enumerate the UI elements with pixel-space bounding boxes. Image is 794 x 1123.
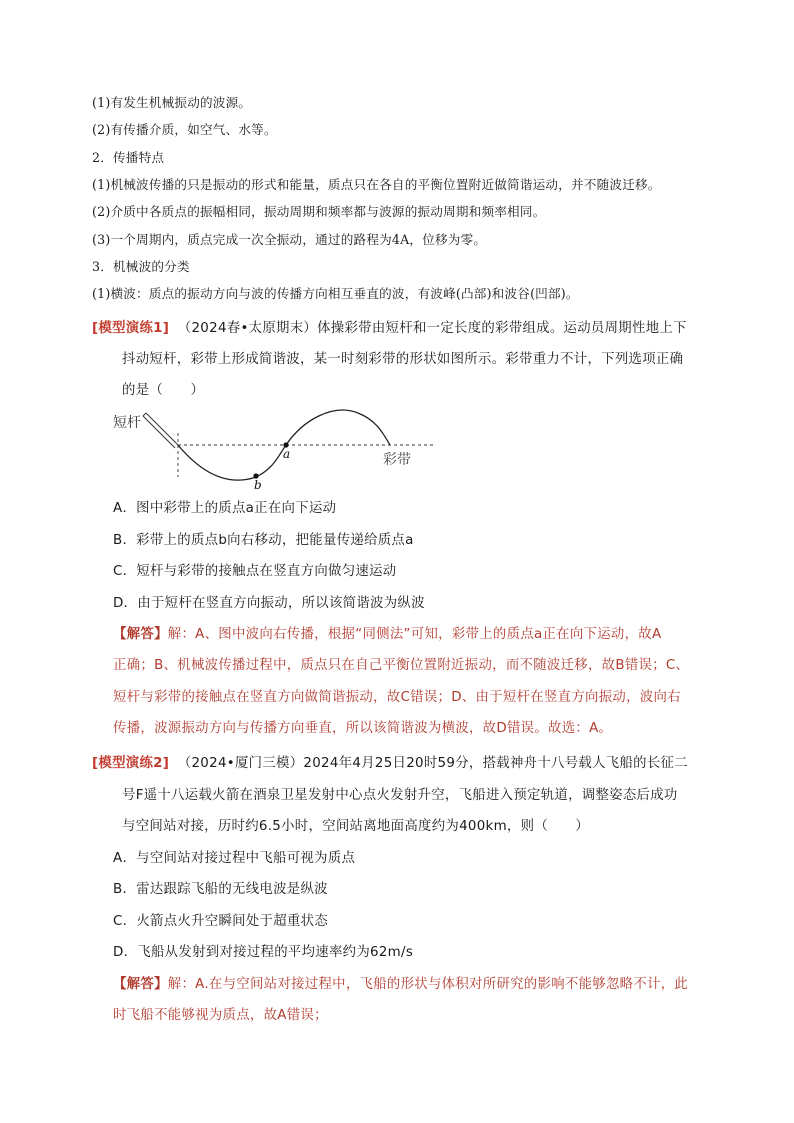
question-1-stem-text: （2024春•太原期末）体操彩带由短杆和一定长度的彩带组成。运动员周期性地上下 bbox=[177, 321, 687, 336]
question-1-answer-tag: 【解答】 bbox=[113, 627, 168, 642]
question-2-stem-text: （2024•厦门三模）2024年4月25日20时59分，搭载神舟十八号载人飞船的长征二 bbox=[177, 756, 688, 771]
question-2-option-c: C．火箭点火升空瞬间处于超重状态 bbox=[113, 914, 329, 929]
note-line: (1)有发生机械振动的波源。 bbox=[92, 95, 252, 110]
rod-label: 短杆 bbox=[113, 415, 141, 431]
question-1-answer-line: 传播，波源振动方向与传播方向垂直，所以该简谐波为横波，故D错误。故选：A。 bbox=[113, 721, 613, 736]
question-1-stem-line: 的是（ ） bbox=[122, 383, 205, 398]
note-line: (1)机械波传播的只是振动的形式和能量，质点只在各自的平衡位置附近做简谐运动，并不随波迁移。 bbox=[92, 177, 661, 192]
question-2-answer-text: 解：A.在与空间站对接过程中，飞船的形状与体积对所研究的影响不能够忽略不计，此 bbox=[167, 977, 689, 992]
question-1-answer-line: 正确；B、机械波传播过程中，质点只在自己平衡位置附近振动，而不随波迁移，故B错误；C、 bbox=[113, 658, 690, 673]
note-heading: 3．机械波的分类 bbox=[92, 259, 190, 274]
question-2-option-d: D．飞船从发射到对接过程的平均速率约为62m/s bbox=[113, 945, 414, 960]
question-1-option-d: D．由于短杆在竖直方向振动，所以该简谐波为纵波 bbox=[113, 596, 425, 611]
ribbon-label: 彩带 bbox=[383, 452, 411, 468]
question-2-answer-tag: 【解答】 bbox=[113, 977, 168, 992]
question-1-option-a: A．图中彩带上的质点a正在向下运动 bbox=[113, 501, 337, 516]
question-2-stem-line: 与空间站对接，历时约6.5小时，空间站离地面高度约为400km，则（ ） bbox=[122, 819, 590, 834]
point-b-label: b bbox=[254, 478, 262, 492]
point-a-label: a bbox=[283, 447, 291, 461]
question-2-answer-line: 时飞船不能够视为质点，故A错误； bbox=[113, 1008, 328, 1023]
note-line: (1)横波：质点的振动方向与波的传播方向相互垂直的波，有波峰(凸部)和波谷(凹部)。 bbox=[92, 286, 579, 301]
question-1-answer-text: 解：A、图中波向右传播，根据“同侧法”可知，彩带上的质点a正在向下运动，故A bbox=[167, 627, 662, 642]
question-2-stem-line bbox=[92, 757, 688, 770]
ribbon-wave-figure bbox=[108, 405, 448, 495]
question-2-tag: [模型演练2] bbox=[92, 756, 170, 771]
note-line: (2)有传播介质，如空气、水等。 bbox=[92, 122, 277, 137]
question-2-stem-line: 号F遥十八运载火箭在酒泉卫星发射中心点火发射升空，飞船进入预定轨道，调整姿态后成功 bbox=[122, 788, 678, 803]
question-1-stem-line bbox=[92, 322, 687, 335]
question-2-answer-line bbox=[113, 978, 688, 991]
question-1-tag: [模型演练1] bbox=[92, 321, 170, 336]
note-line: (3)一个周期内，质点完成一次全振动，通过的路程为4A，位移为零。 bbox=[92, 232, 487, 247]
question-1-option-b: B．彩带上的质点b向右移动，把能量传递给质点a bbox=[113, 533, 414, 548]
question-2-option-a: A．与空间站对接过程中飞船可视为质点 bbox=[113, 851, 356, 866]
question-1-answer-line bbox=[113, 628, 661, 641]
question-2-option-b: B．雷达跟踪飞船的无线电波是纵波 bbox=[113, 882, 328, 897]
question-1-option-c: C．短杆与彩带的接触点在竖直方向做匀速运动 bbox=[113, 564, 397, 579]
note-line: (2)介质中各质点的振幅相同，振动周期和频率都与波源的振动周期和频率相同。 bbox=[92, 204, 546, 219]
question-1-stem-line: 抖动短杆，彩带上形成简谐波，某一时刻彩带的形状如图所示。彩带重力不计，下列选项正确 bbox=[122, 352, 684, 367]
question-1-answer-line: 短杆与彩带的接触点在竖直方向做简谐振动，故C错误；D、由于短杆在竖直方向振动，波向右 bbox=[113, 690, 681, 705]
note-heading: 2．传播特点 bbox=[92, 150, 165, 165]
